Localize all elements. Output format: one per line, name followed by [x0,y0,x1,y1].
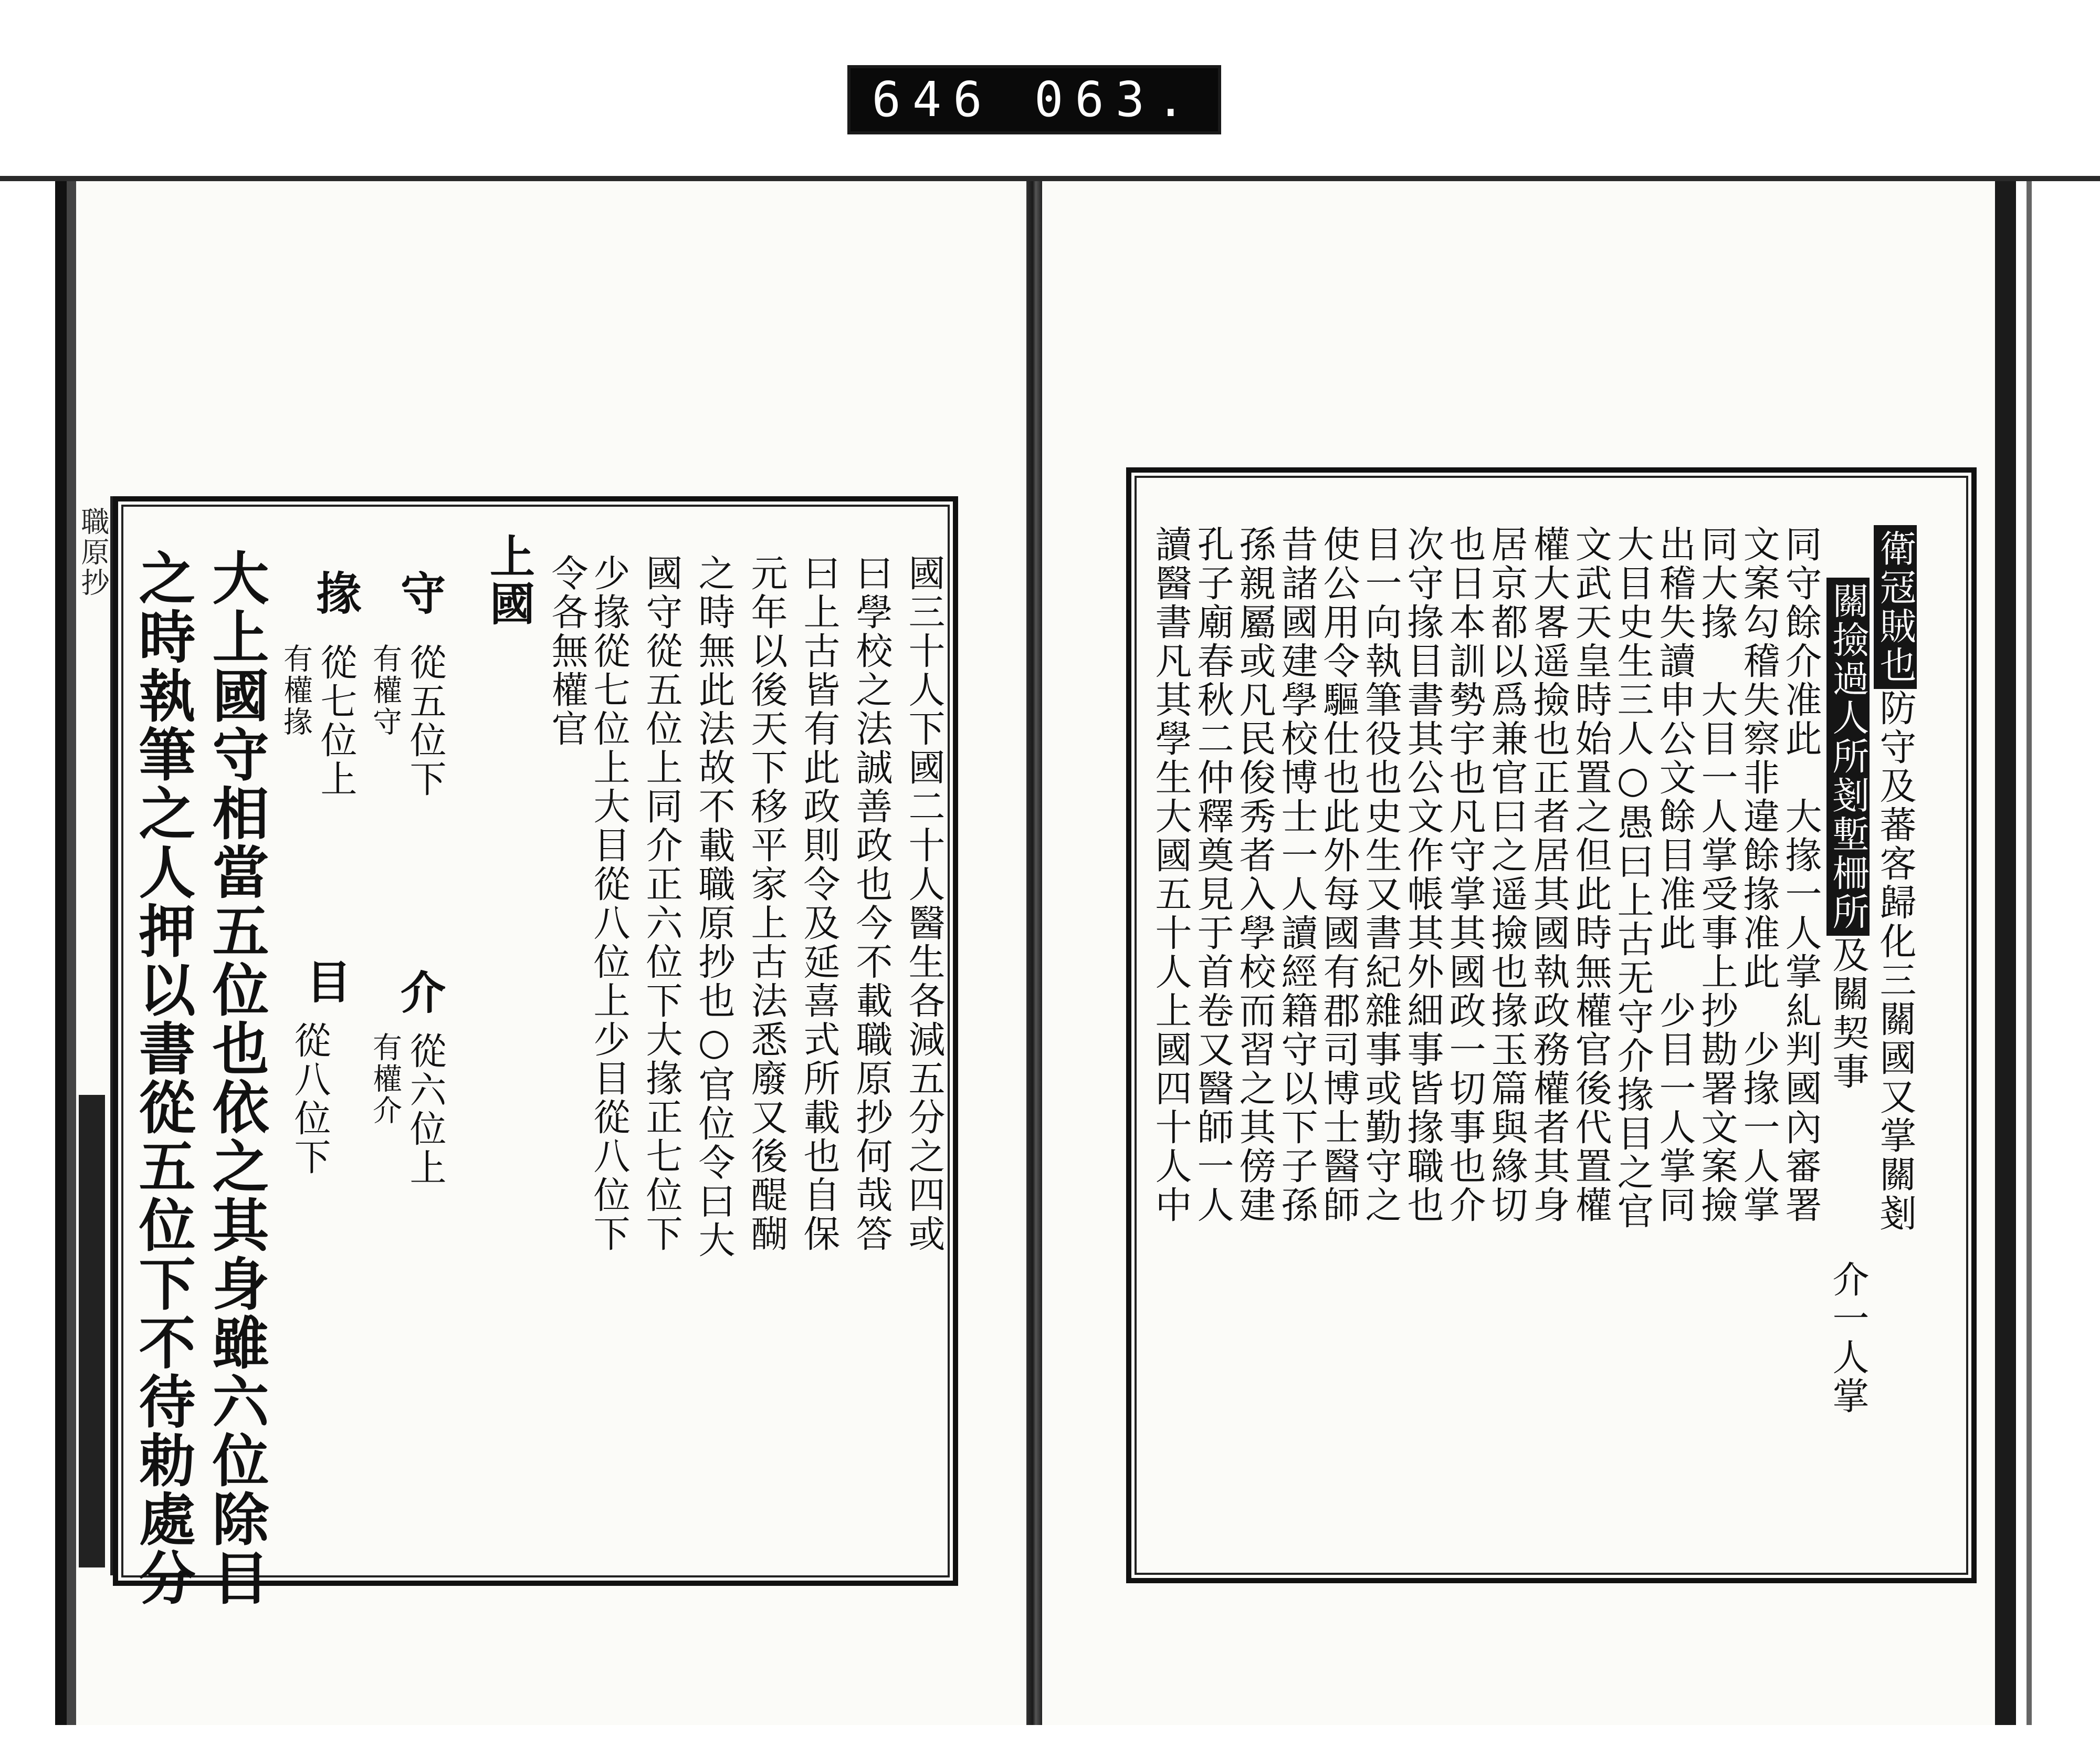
rank-kami-rank: 從五位下 [404,643,447,799]
rank-sakan-rank: 從八位下 [288,1021,331,1177]
right-page-edge [1995,181,2100,1725]
rank-jo-rank: 從七位上 [314,643,358,799]
bottom-margin [0,1725,2100,1756]
left-column-7: 少掾從七位上大目從八位上少目從八位下 [587,554,631,1253]
right-column-16: 孫親屬或凡民俊秀者入學校而習之其傍建 [1233,525,1276,1225]
rank-sakan-title: 目 [298,958,351,1006]
left-column-2: 曰學校之法誠善政也今不載職原抄何哉答 [850,554,893,1253]
rank-kami-note: 有權守 [368,643,402,738]
right-column-1-highlight: 衛冦賊也 [1874,525,1917,689]
right-text-frame [1126,467,1977,1583]
province-heading: 上國 [482,533,535,628]
rank-kami-title: 守 [393,570,446,617]
right-column-4: 文案勾稽失察非違餘掾准此 少掾一人掌 [1737,525,1780,1225]
right-column-15: 昔諸國建學校博士一人讀經籍守以下子孫 [1275,525,1318,1225]
right-edge-rule [2026,181,2032,1725]
right-column-2-highlight: 關撿過人所剗塹柵所 [1826,578,1870,936]
right-column-18: 讀醫書凡其學生大國五十人上國四十人中 [1149,525,1192,1225]
left-column-6: 國守從五位上同介正六位下大掾正七位下 [640,554,683,1253]
left-final-column-2: 之時執筆之人押以書從五位下不待勅處分 [129,549,195,1607]
book-gutter [1026,181,1042,1725]
right-column-6: 出稽失讀申公文餘目准此 少目一人掌同 [1653,525,1696,1225]
left-column-4: 元年以後天下移平家上古法悉廢又後醍醐 [745,554,788,1253]
rank-suke-title: 介 [393,969,446,1016]
rank-suke-rank: 從六位上 [404,1032,447,1187]
right-column-1-tail: 防守及蕃客歸化三關國又掌關剗 [1874,689,1917,1233]
page-top-edge [0,176,2100,181]
left-column-8: 令各無權官 [545,554,589,748]
right-column-13: 目一向執筆役也史生又書紀雜事或勤守之 [1359,525,1402,1225]
rank-jo-note: 有權掾 [279,643,313,738]
right-column-11: 也日本訓勢宇也凡守掌其國政一切事也介 [1443,525,1486,1225]
right-column-2 [1826,578,1870,1091]
left-column-1: 國三十人下國二十人醫生各減五分之四或 [902,554,946,1253]
left-margin-title: 職原抄 [77,507,110,598]
right-column-2b: 介一人掌 [1826,1260,1870,1416]
left-column-5: 之時無此法故不載職原抄也○官位令曰大 [692,554,736,1260]
right-column-12: 次守掾目書其公文作帳其外細事皆掾職也 [1401,525,1444,1225]
left-margin-tab [79,1095,105,1567]
right-column-14: 使公用令驅仕也此外每國有郡司博士醫師 [1317,525,1360,1225]
rank-jo-title: 掾 [309,570,362,617]
left-column-3: 曰上古皆有此政則令及延喜式所載也自保 [797,554,841,1253]
left-final-column-1: 大上國守相當五位也依之其身雖六位除目 [203,549,269,1607]
left-text-frame [113,496,958,1607]
right-column-10: 居京都以爲兼官曰之遥撿也掾玉篇與緣切 [1485,525,1528,1225]
right-column-2-tail: 及關契事 [1826,936,1870,1091]
left-page-margin [79,496,113,1575]
right-edge-bar [1995,181,2016,1725]
frame-number-label: 646 063. [850,68,1218,131]
right-column-9: 權大畧遥撿也正者居其國執政務權者其身 [1527,525,1570,1225]
right-column-3: 同守餘介准此 大掾一人掌糺判國內審署 [1779,525,1822,1225]
rank-suke-note: 有權介 [368,1032,402,1126]
right-column-1 [1874,525,1917,1233]
right-column-7: 大目史生三人○愚曰上古无守介掾目之官 [1611,525,1654,1231]
right-column-17: 孔子廟春秋二仲釋奠見于首卷又醫師一人 [1191,525,1234,1225]
right-column-5: 同大掾 大目一人掌受事上抄勘署文案撿 [1695,525,1738,1225]
right-column-8: 文武天皇時始置之但此時無權官後代置權 [1569,525,1612,1225]
